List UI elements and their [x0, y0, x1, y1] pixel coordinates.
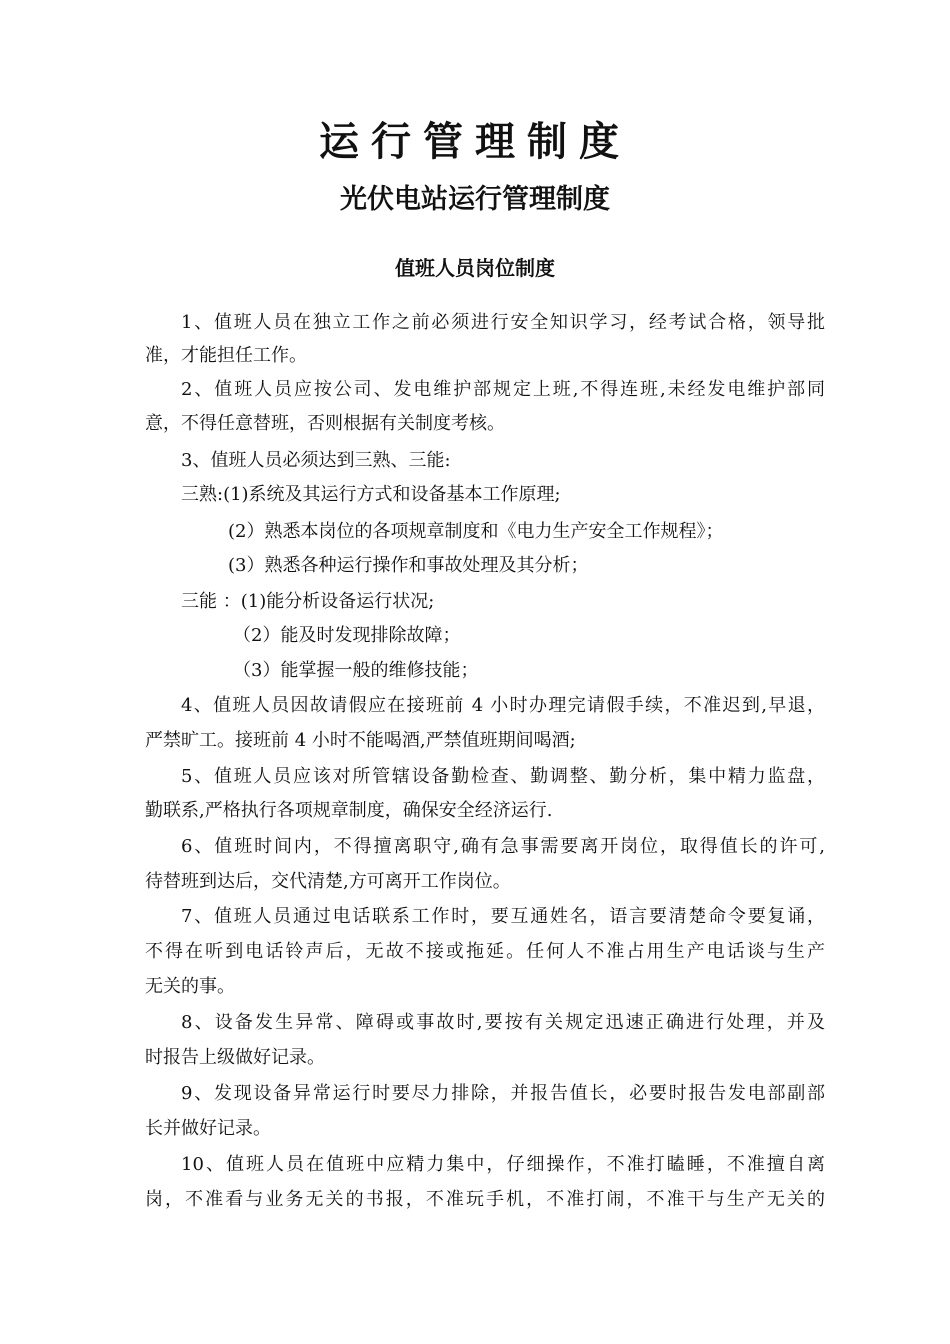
paragraph-line: 9、发现设备异常运行时要尽力排除，并报告值长，必要时报告发电部副部	[181, 1083, 825, 1104]
document-title: 运行管理制度	[319, 119, 631, 165]
paragraph-line: 4、值班人员因故请假应在接班前 4 小时办理完请假手续，不准迟到,早退，	[181, 695, 825, 716]
paragraph-line: 三能 ：(1)能分析设备运行状况;	[181, 591, 435, 612]
paragraph-line: （3）能掌握一般的维修技能；	[233, 660, 479, 681]
document-subtitle: 光伏电站运行管理制度	[340, 184, 610, 215]
paragraph-line: 意，不得任意替班，否则根据有关制度考核。	[145, 413, 505, 434]
section-title: 值班人员岗位制度	[395, 256, 555, 280]
paragraph-line: 8、设备发生异常、障碍或事故时,要按有关规定迅速正确进行处理，并及	[181, 1012, 825, 1033]
paragraph-line: 6、值班时间内，不得擅离职守,确有急事需要离开岗位，取得值长的许可,	[181, 836, 825, 857]
paragraph-line: 2、值班人员应按公司、发电维护部规定上班,不得连班,未经发电维护部同	[181, 379, 825, 400]
paragraph-line: (3）熟悉各种运行操作和事故处理及其分析；	[228, 555, 589, 576]
paragraph-line: 7、值班人员通过电话联系工作时，要互通姓名，语言要清楚命令要复诵，	[181, 906, 825, 927]
paragraph-line: 无关的事。	[145, 976, 235, 997]
paragraph-line: 时报告上级做好记录。	[145, 1047, 325, 1068]
paragraph-line: 1、值班人员在独立工作之前必须进行安全知识学习，经考试合格，领导批	[181, 312, 825, 333]
paragraph-line: 长并做好记录。	[145, 1118, 271, 1139]
paragraph-line: 10、值班人员在值班中应精力集中，仔细操作，不准打瞌睡，不准擅自离	[181, 1154, 825, 1175]
paragraph-line: 不得在听到电话铃声后，无故不接或拖延。任何人不准占用生产电话谈与生产	[145, 941, 825, 962]
paragraph-line: (2）熟悉本岗位的各项规章制度和《电力生产安全工作规程》；	[228, 521, 724, 542]
paragraph-line: 待替班到达后，交代清楚,方可离开工作岗位。	[145, 871, 511, 892]
paragraph-line: 准，才能担任工作。	[145, 345, 307, 366]
paragraph-line: （2）能及时发现排除故障；	[233, 625, 461, 646]
paragraph-line: 勤联系,严格执行各项规章制度，确保安全经济运行.	[145, 800, 553, 821]
paragraph-line: 5、值班人员应该对所管辖设备勤检查、勤调整、勤分析，集中精力监盘，	[181, 766, 825, 787]
paragraph-line: 三熟:(1)系统及其运行方式和设备基本工作原理;	[181, 484, 561, 505]
paragraph-line: 3、值班人员必须达到三熟、三能:	[181, 450, 451, 471]
paragraph-line: 严禁旷工。接班前 4 小时不能喝酒,严禁值班期间喝酒;	[145, 730, 576, 751]
paragraph-line: 岗，不准看与业务无关的书报，不准玩手机，不准打闹，不准干与生产无关的	[145, 1189, 825, 1210]
